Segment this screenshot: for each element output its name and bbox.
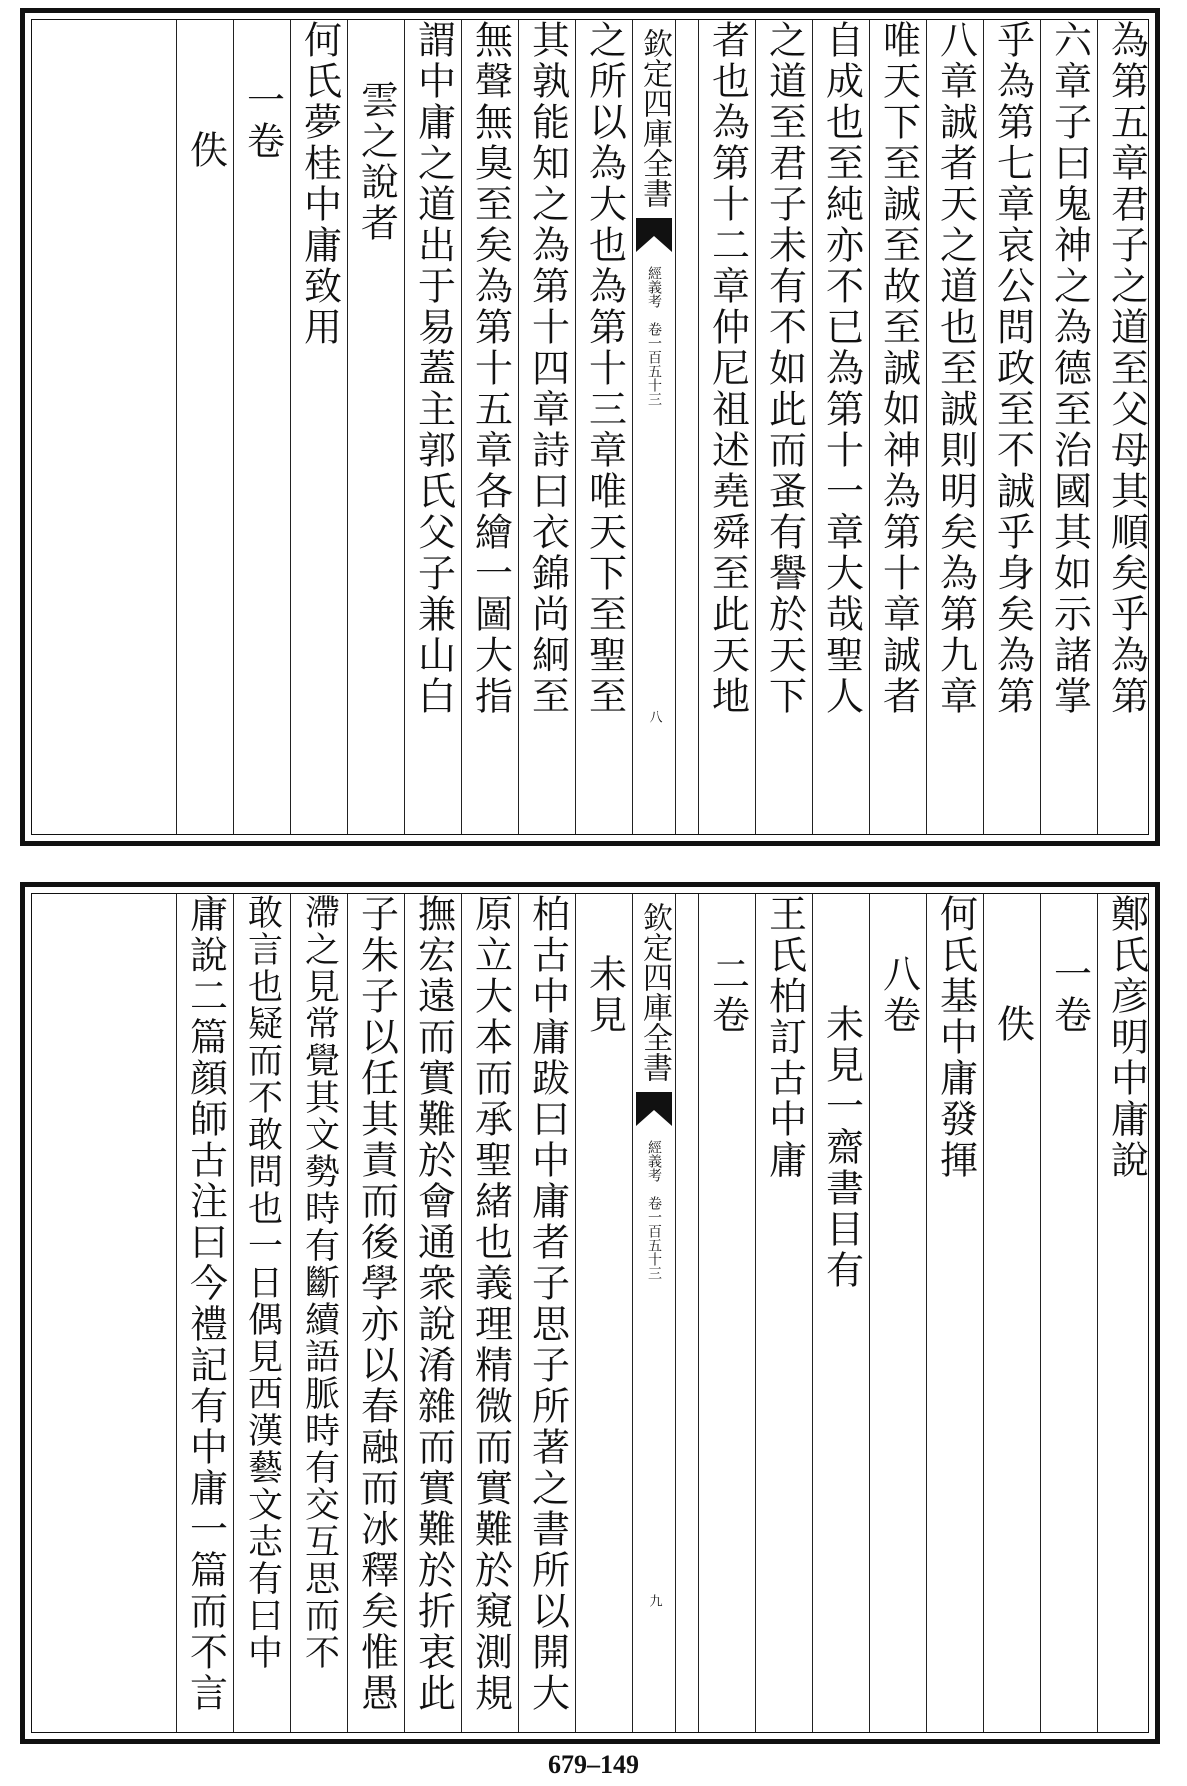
top-col-7 <box>755 20 812 834</box>
header-title: 欽定四庫全書 <box>637 902 672 1082</box>
top-col-14 <box>290 20 347 834</box>
bottom-col-5 <box>869 894 926 1732</box>
top-col-13 <box>347 20 404 834</box>
text-line: 何氏夢桂中庸致用 <box>297 20 342 348</box>
top-col-12 <box>404 20 461 834</box>
text-line: 二卷 <box>705 954 750 1036</box>
bottom-col-7 <box>755 894 812 1732</box>
top-col-8 <box>698 20 755 834</box>
leaf-number: 八 <box>646 710 662 723</box>
text-line: 未見 <box>582 954 627 1036</box>
bottom-col-15 <box>233 894 290 1732</box>
text-line: 鄭氏彦明中庸說 <box>1104 894 1149 1181</box>
text-line: 唯天下至誠至故至誠如神為第十章誠者 <box>876 20 921 717</box>
text-line: 謂中庸之道出于易蓋主郭氏父子兼山白 <box>411 20 456 717</box>
top-col-11 <box>461 20 518 834</box>
text-line: 八卷 <box>876 954 921 1036</box>
bottom-col-2 <box>1040 894 1097 1732</box>
top-col-9 <box>575 20 632 834</box>
bottom-col-16 <box>176 894 233 1732</box>
text-line: 柏古中庸跋曰中庸者子思子所著之書所以開大 <box>525 894 570 1714</box>
bottom-centre-fold <box>632 894 676 1732</box>
text-line: 八章誠者天之道也至誠則明矣為第九章 <box>933 20 978 717</box>
leaf-number: 九 <box>646 1594 662 1607</box>
bottom-col-1 <box>1097 894 1154 1732</box>
top-page <box>20 8 1160 846</box>
text-line: 為第五章君子之道至父母其順矣乎為第 <box>1104 20 1149 717</box>
bottom-col-4 <box>926 894 983 1732</box>
bottom-page <box>20 882 1160 1744</box>
text-line: 之所以為大也為第十三章唯天下至聖至 <box>582 20 627 717</box>
bottom-col-6 <box>812 894 869 1732</box>
bottom-col-3 <box>983 894 1040 1732</box>
top-col-16 <box>176 20 233 834</box>
bottom-col-12 <box>404 894 461 1732</box>
top-col-1 <box>1097 20 1154 834</box>
top-col-4 <box>926 20 983 834</box>
text-line: 雲之說者 <box>354 80 399 244</box>
fish-tail-mark-icon <box>636 218 672 252</box>
bottom-col-13 <box>347 894 404 1732</box>
bottom-col-9 <box>575 894 632 1732</box>
bottom-col-8 <box>698 894 755 1732</box>
text-line: 者也為第十二章仲尼祖述堯舜至此天地 <box>705 20 750 717</box>
header-title: 欽定四庫全書 <box>637 28 672 208</box>
text-line: 子朱子以任其責而後學亦以春融而冰釋矣惟愚 <box>354 894 399 1714</box>
text-line: 乎為第七章哀公問政至不誠乎身矣為第 <box>990 20 1035 717</box>
header-book: 經義考 <box>646 1140 662 1182</box>
bottom-page-frame <box>31 893 1149 1733</box>
top-col-2 <box>1040 20 1097 834</box>
text-line: 原立大本而承聖緒也義理精微而實難於窺測規 <box>468 894 513 1714</box>
text-line: 王氏柏訂古中庸 <box>762 894 807 1181</box>
bottom-col-10 <box>518 894 575 1732</box>
header-juan: 卷一百五十三 <box>646 1196 662 1280</box>
text-line: 六章子曰鬼神之為德至治國其如示諸掌 <box>1047 20 1092 717</box>
text-line: 無聲無臭至矣為第十五章各繪一圖大指 <box>468 20 513 717</box>
header-juan: 卷一百五十三 <box>646 322 662 406</box>
text-line: 一卷 <box>240 80 285 162</box>
top-centre-fold <box>632 20 676 834</box>
text-line: 敢言也疑而不敢問也一日偶見西漢藝文志有曰中 <box>242 894 283 1671</box>
text-line: 一卷 <box>1047 954 1092 1036</box>
text-line: 滯之見常覺其文勢時有斷續語脈時有交互思而不 <box>299 894 340 1671</box>
bottom-col-11 <box>461 894 518 1732</box>
fish-tail-mark-icon <box>636 1092 672 1126</box>
text-line: 自成也至純亦不已為第十一章大哉聖人 <box>819 20 864 717</box>
top-col-15 <box>233 20 290 834</box>
top-page-frame <box>31 19 1149 835</box>
text-line: 佚 <box>990 1004 1035 1045</box>
header-book: 經義考 <box>646 266 662 308</box>
bottom-col-14 <box>290 894 347 1732</box>
text-line: 佚 <box>183 130 228 171</box>
text-line: 撫宏遠而實難於會通衆說淆雜而實難於折衷此 <box>411 894 456 1714</box>
top-col-3 <box>983 20 1040 834</box>
page-footer-number: 679–149 <box>548 1750 639 1779</box>
top-col-10 <box>518 20 575 834</box>
text-line: 其孰能知之為第十四章詩曰衣錦尚絅至 <box>525 20 570 717</box>
top-col-6 <box>812 20 869 834</box>
top-col-5 <box>869 20 926 834</box>
text-line: 何氏基中庸發揮 <box>933 894 978 1181</box>
text-line: 之道至君子未有不如此而蚤有譽於天下 <box>762 20 807 717</box>
text-line: 庸說二篇顔師古注曰今禮記有中庸一篇而不言 <box>183 894 228 1714</box>
text-line: 未見一齋書目有 <box>819 1004 864 1291</box>
